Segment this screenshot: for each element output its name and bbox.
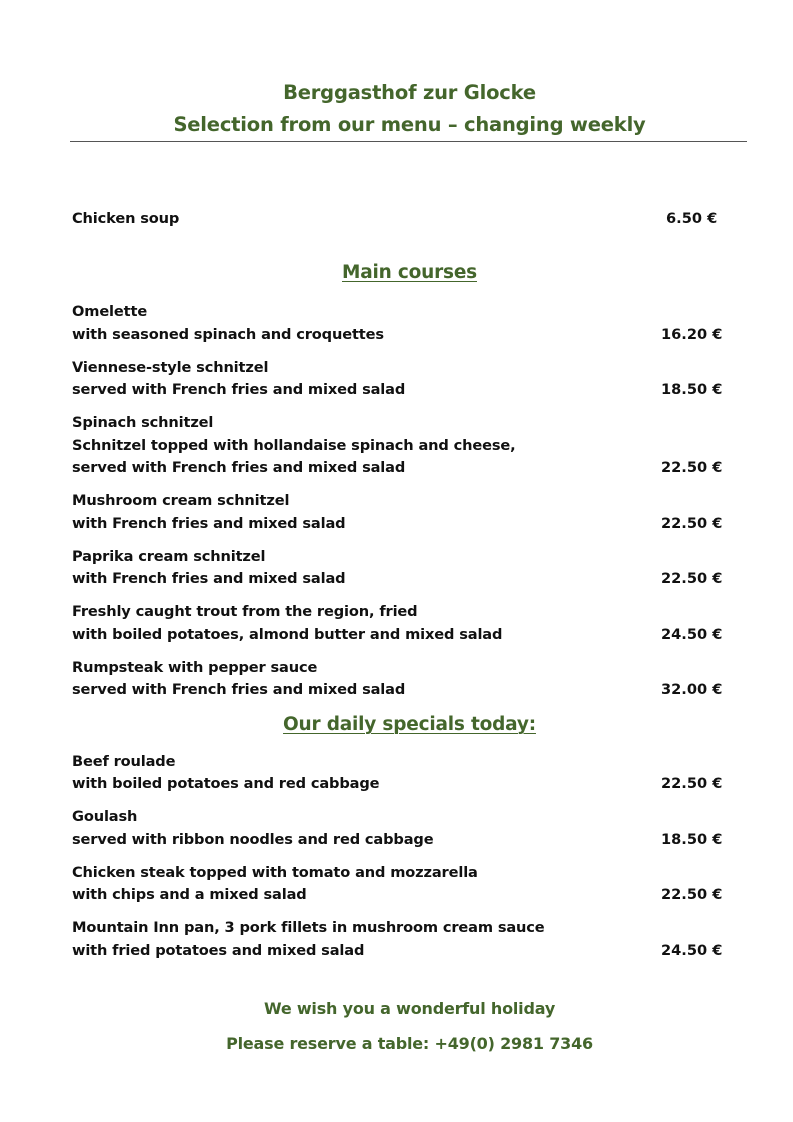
main-courses-heading: Main courses [342, 262, 477, 283]
menu-item-name: Mushroom cream schnitzel [72, 492, 290, 509]
special-item-description: with fried potatoes and mixed salad [72, 942, 365, 959]
menu-item-name: Freshly caught trout from the region, fried [72, 603, 418, 620]
menu-item-description: served with French fries and mixed salad [72, 681, 406, 698]
special-item-name: Mountain Inn pan, 3 pork fillets in mushroom cream sauce [72, 919, 545, 936]
menu-item-description: Schnitzel topped with hollandaise spinach and cheese, [72, 437, 516, 454]
special-item-price: 18.50 € [661, 831, 723, 848]
menu-subtitle: Selection from our menu – changing weekly [173, 113, 646, 136]
special-item-price: 24.50 € [661, 942, 723, 959]
restaurant-name: Berggasthof zur Glocke [283, 81, 536, 104]
menu-item-description: with French fries and mixed salad [72, 570, 346, 587]
starter-name: Chicken soup [72, 210, 180, 227]
menu-item-price: 32.00 € [661, 681, 723, 698]
header-divider [70, 141, 747, 142]
menu-item-price: 22.50 € [661, 459, 723, 476]
menu-item-description: with French fries and mixed salad [72, 515, 346, 532]
special-item-price: 22.50 € [661, 886, 723, 903]
menu-item-price: 16.20 € [661, 326, 723, 343]
menu-item-description: with seasoned spinach and croquettes [72, 326, 384, 343]
menu-item-price: 18.50 € [661, 381, 723, 398]
reservation-phone: Please reserve a table: +49(0) 2981 7346 [226, 1034, 593, 1053]
menu-item-description: served with French fries and mixed salad [72, 459, 406, 476]
special-item-name: Goulash [72, 808, 138, 825]
menu-item-price: 22.50 € [661, 570, 723, 587]
menu-item-name: Spinach schnitzel [72, 414, 214, 431]
menu-item-price: 22.50 € [661, 515, 723, 532]
menu-item-name: Viennese-style schnitzel [72, 359, 269, 376]
special-item-description: with chips and a mixed salad [72, 886, 307, 903]
special-item-description: with boiled potatoes and red cabbage [72, 775, 380, 792]
special-item-price: 22.50 € [661, 775, 723, 792]
holiday-wish: We wish you a wonderful holiday [263, 999, 556, 1018]
menu-item-price: 24.50 € [661, 626, 723, 643]
menu-item-name: Omelette [72, 303, 148, 320]
menu-item-name: Paprika cream schnitzel [72, 548, 266, 565]
special-item-description: served with ribbon noodles and red cabbage [72, 831, 434, 848]
starter-price: 6.50 € [666, 210, 718, 227]
special-item-name: Chicken steak topped with tomato and mozzarella [72, 864, 478, 881]
menu-item-description: served with French fries and mixed salad [72, 381, 406, 398]
daily-specials-heading: Our daily specials today: [283, 714, 536, 735]
menu-item-description: with boiled potatoes, almond butter and mixed salad [72, 626, 503, 643]
special-item-name: Beef roulade [72, 753, 176, 770]
menu-item-name: Rumpsteak with pepper sauce [72, 659, 318, 676]
